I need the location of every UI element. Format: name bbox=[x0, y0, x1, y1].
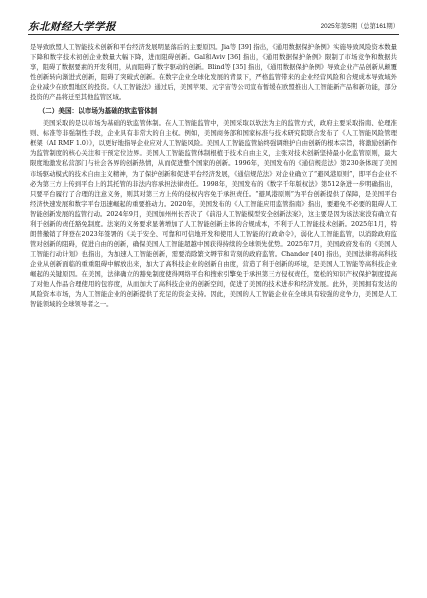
paragraph: 是导致欧盟人工智能技术创新和平台经济发展明显落后的主要原因。Jia等 [39] 指出，《通用数据保护条例》实施导致风险资本数量下降和数字技术初创企业数量大幅下降，进而阻碍创新。Gal和Aviv [36] 指出，《通用数据保护条例》限制了市场竞争和数据共享，阻碍了数据要素的开发利用，从而阻碍了数字驱动的创新。Blind等 [35] 指出，《通用数据保护条例》导致企业产品创新从颠覆性创新转向渐进式创新，阻碍了突破式创新。在数字企业全球化发展的背景下，严格监管带来的企业经营风险和合规成本导致域外企业减少在欧盟地区的投资。《人工智能法》通过后，美国苹果、元宇宙等公司宣布暂缓在欧盟推出人工智能新产品和新功能，部分投资的产品将迁至其他监管区域。 bbox=[30, 44, 397, 102]
section-heading: （二）美国：以市场为基础的软监管体制 bbox=[38, 107, 158, 116]
issue-label: 2025年第5期（总第161期） bbox=[320, 23, 399, 30]
article-body bbox=[30, 43, 397, 310]
running-header bbox=[28, 20, 399, 35]
paragraph: 美国采取的是以市场为基础的软监管体制。在人工智能监管中，美国采取以软法为主的监管方式，政府主要采取指南、伦理准则、标准等非强制性手段，企业具有非常大的自主权。例如，美国商务部和国家标准与技术研究院联合发布了《人工智能风险管理框架（AI RMF 1.0）》，以更好地指导企业应对人工智能风险。美国人工智能监管始终强调维护自由创新的根本宗旨，将激励创新作为监管制度的核心关注和干预定位边界。美国人工智能监管体制根植于技术自由主义，主张对技术创新坚持最小化监管原则，最大限度地激发私营部门与社会各界的创新热情，从而促进整个国家的创新。1996年，美国发布的《通信规范法》第230条体现了美国市场驱动模式的技术自由主义精神，为了保护创新和促进平台经济发展，《通信规范法》对企业确立了“避风港原则”，即平台企业不必为第三方上传到平台上的其托管的非法内容承担法律责任。1998年，美国发布的《数字千年版权法》第512条进一步明确指出，只要平台履行了合理的注意义务，则其对第三方上传的侵权内容免于承担责任。“避风港原则”为平台创新提供了保障，是美国平台经济快速发展和数字平台迅速崛起的重要推动力。2020年，美国发布的《人工智能应用监管指南》指出，要避免不必要的阻碍人工智能创新发展的监管行动。2024年9月，美国加州州长否决了《前沿人工智能模型安全创新法案》，这主要是因为该法案没有确立有利于创新的责任豁免制度。法案的义务要求显著增加了人工智能创新主体的合规成本，不利于人工智能技术创新。2025年1月，特朗普撤销了拜登在2023年签署的《关于安全、可靠和可信地开发和使用人工智能的行政命令》，弱化人工智能监管，以消除政府监管对创新的阻碍，促进自由的创新，确保美国人工智能超越中国获得持续的全球领先优势。2025年7月，美国政府发布的《美国人工智能行动计划》也指出，为加速人工智能创新，需要消除繁文缛节和苛刻的政府监管。Chander [40] 指出，美国法律将高科技企业从创新面临的重重阻碍中解放出来，加大了高科技企业的创新自由度，营造了利于创新的环境，是美国人工智能等高科技企业崛起的关键原因。在美国，法律确立的豁免制度使得网络平台和搜索引擎免于承担第三方侵权责任，宽松的知识产权保护制度提高了对他人作品合理使用的包容度，从而加大了高科技企业的创新空间，促进了美国的技术进步和经济发展。此外，美国拥有发达的风险资本市场，为人工智能企业的创新提供了充足的资金支持。因此，美国的人工智能企业在全球具有较强的竞争力，美国是人工智能领域的全球领导者之一。 bbox=[30, 120, 397, 309]
journal-title: 东北财经大学学报 bbox=[28, 21, 116, 33]
